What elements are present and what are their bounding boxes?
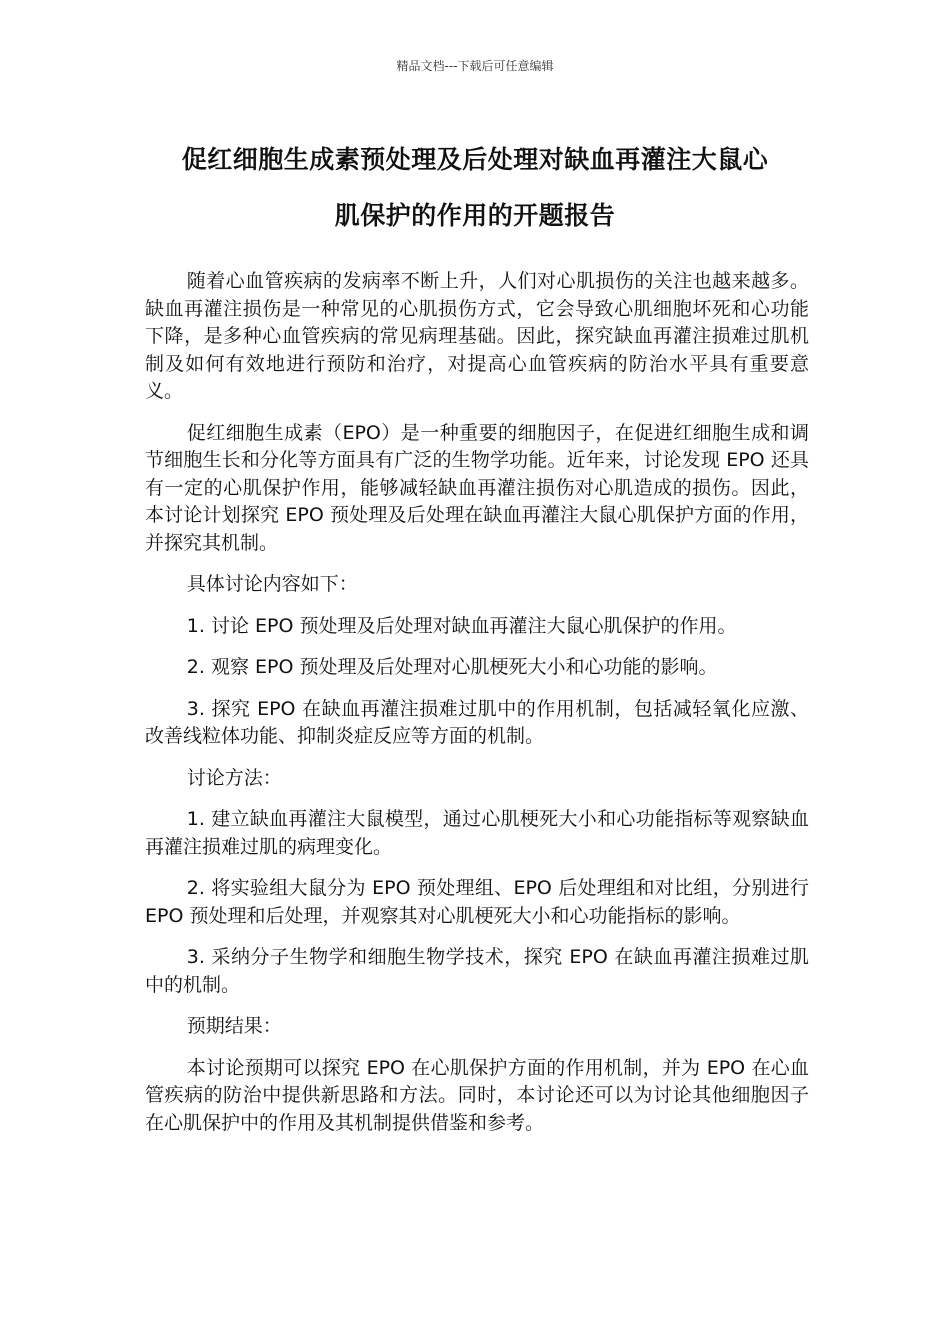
- content-item-3: 3. 探究 EPO 在缺血再灌注损难过肌中的作用机制，包括减轻氧化应激、改善线粒体功能、抑制炎症反应等方面的机制。: [145, 697, 809, 747]
- method-item-2: 2. 将实验组大鼠分为 EPO 预处理组、EPO 后处理组和对比组，分别进行 EPO 预处理和后处理，并观察其对心肌梗死大小和心功能指标的影响。: [145, 877, 809, 927]
- document-title-line-2: 肌保护的作用的开题报告: [334, 201, 616, 230]
- paragraph-epo-intro: 促红细胞生成素（EPO）是一种重要的细胞因子，在促进红细胞生成和调节细胞生长和分化等方面具有广泛的生物学功能。近年来，讨论发现 EPO 还具有一定的心肌保护作用，能够减轻缺血再灌注损伤对心肌造成的损伤。因此，本讨论计划探究 EPO 预处理及后处理在缺血再灌注大鼠心肌保护方面的作用，并探究其机制。: [145, 421, 809, 554]
- document-title: [130, 132, 820, 244]
- method-item-1: 1. 建立缺血再灌注大鼠模型，通过心肌梗死大小和心功能指标等观察缺血再灌注损难过肌的病理变化。: [145, 808, 809, 858]
- method-item-3: 3. 采纳分子生物学和细胞生物学技术，探究 EPO 在缺血再灌注损难过肌中的机制。: [145, 946, 809, 996]
- heading-methods: 讨论方法：: [186, 766, 282, 789]
- heading-expected-results: 预期结果：: [186, 1015, 282, 1037]
- paragraph-background: 随着心血管疾病的发病率不断上升，人们对心肌损伤的关注也越来越多。缺血再灌注损伤是一种常见的心肌损伤方式，它会导致心肌细胞坏死和心功能下降，是多种心血管疾病的常见病理基础。因此，探究缺血再灌注损难过肌机制及如何有效地进行预防和治疗，对提高心血管疾病的防治水平具有重要意义。: [145, 270, 809, 402]
- paragraph-expected-results: 本讨论预期可以探究 EPO 在心肌保护方面的作用机制，并为 EPO 在心血管疾病的防治中提供新思路和方法。同时，本讨论还可以为讨论其他细胞因子在心肌保护中的作用及其机制提供借鉴和参考。: [145, 1056, 809, 1134]
- content-item-1: 1. 讨论 EPO 预处理及后处理对缺血再灌注大鼠心肌保护的作用。: [186, 614, 737, 637]
- document-body: [145, 268, 809, 1151]
- page-header-watermark: 精品文档---下载后可任意编辑: [396, 59, 554, 73]
- heading-research-content: 具体讨论内容如下：: [186, 573, 358, 595]
- document-title-line-1: 促红细胞生成素预处理及后处理对缺血再灌注大鼠心: [181, 145, 769, 174]
- content-item-2: 2. 观察 EPO 预处理及后处理对心肌梗死大小和心功能的影响。: [186, 656, 718, 678]
